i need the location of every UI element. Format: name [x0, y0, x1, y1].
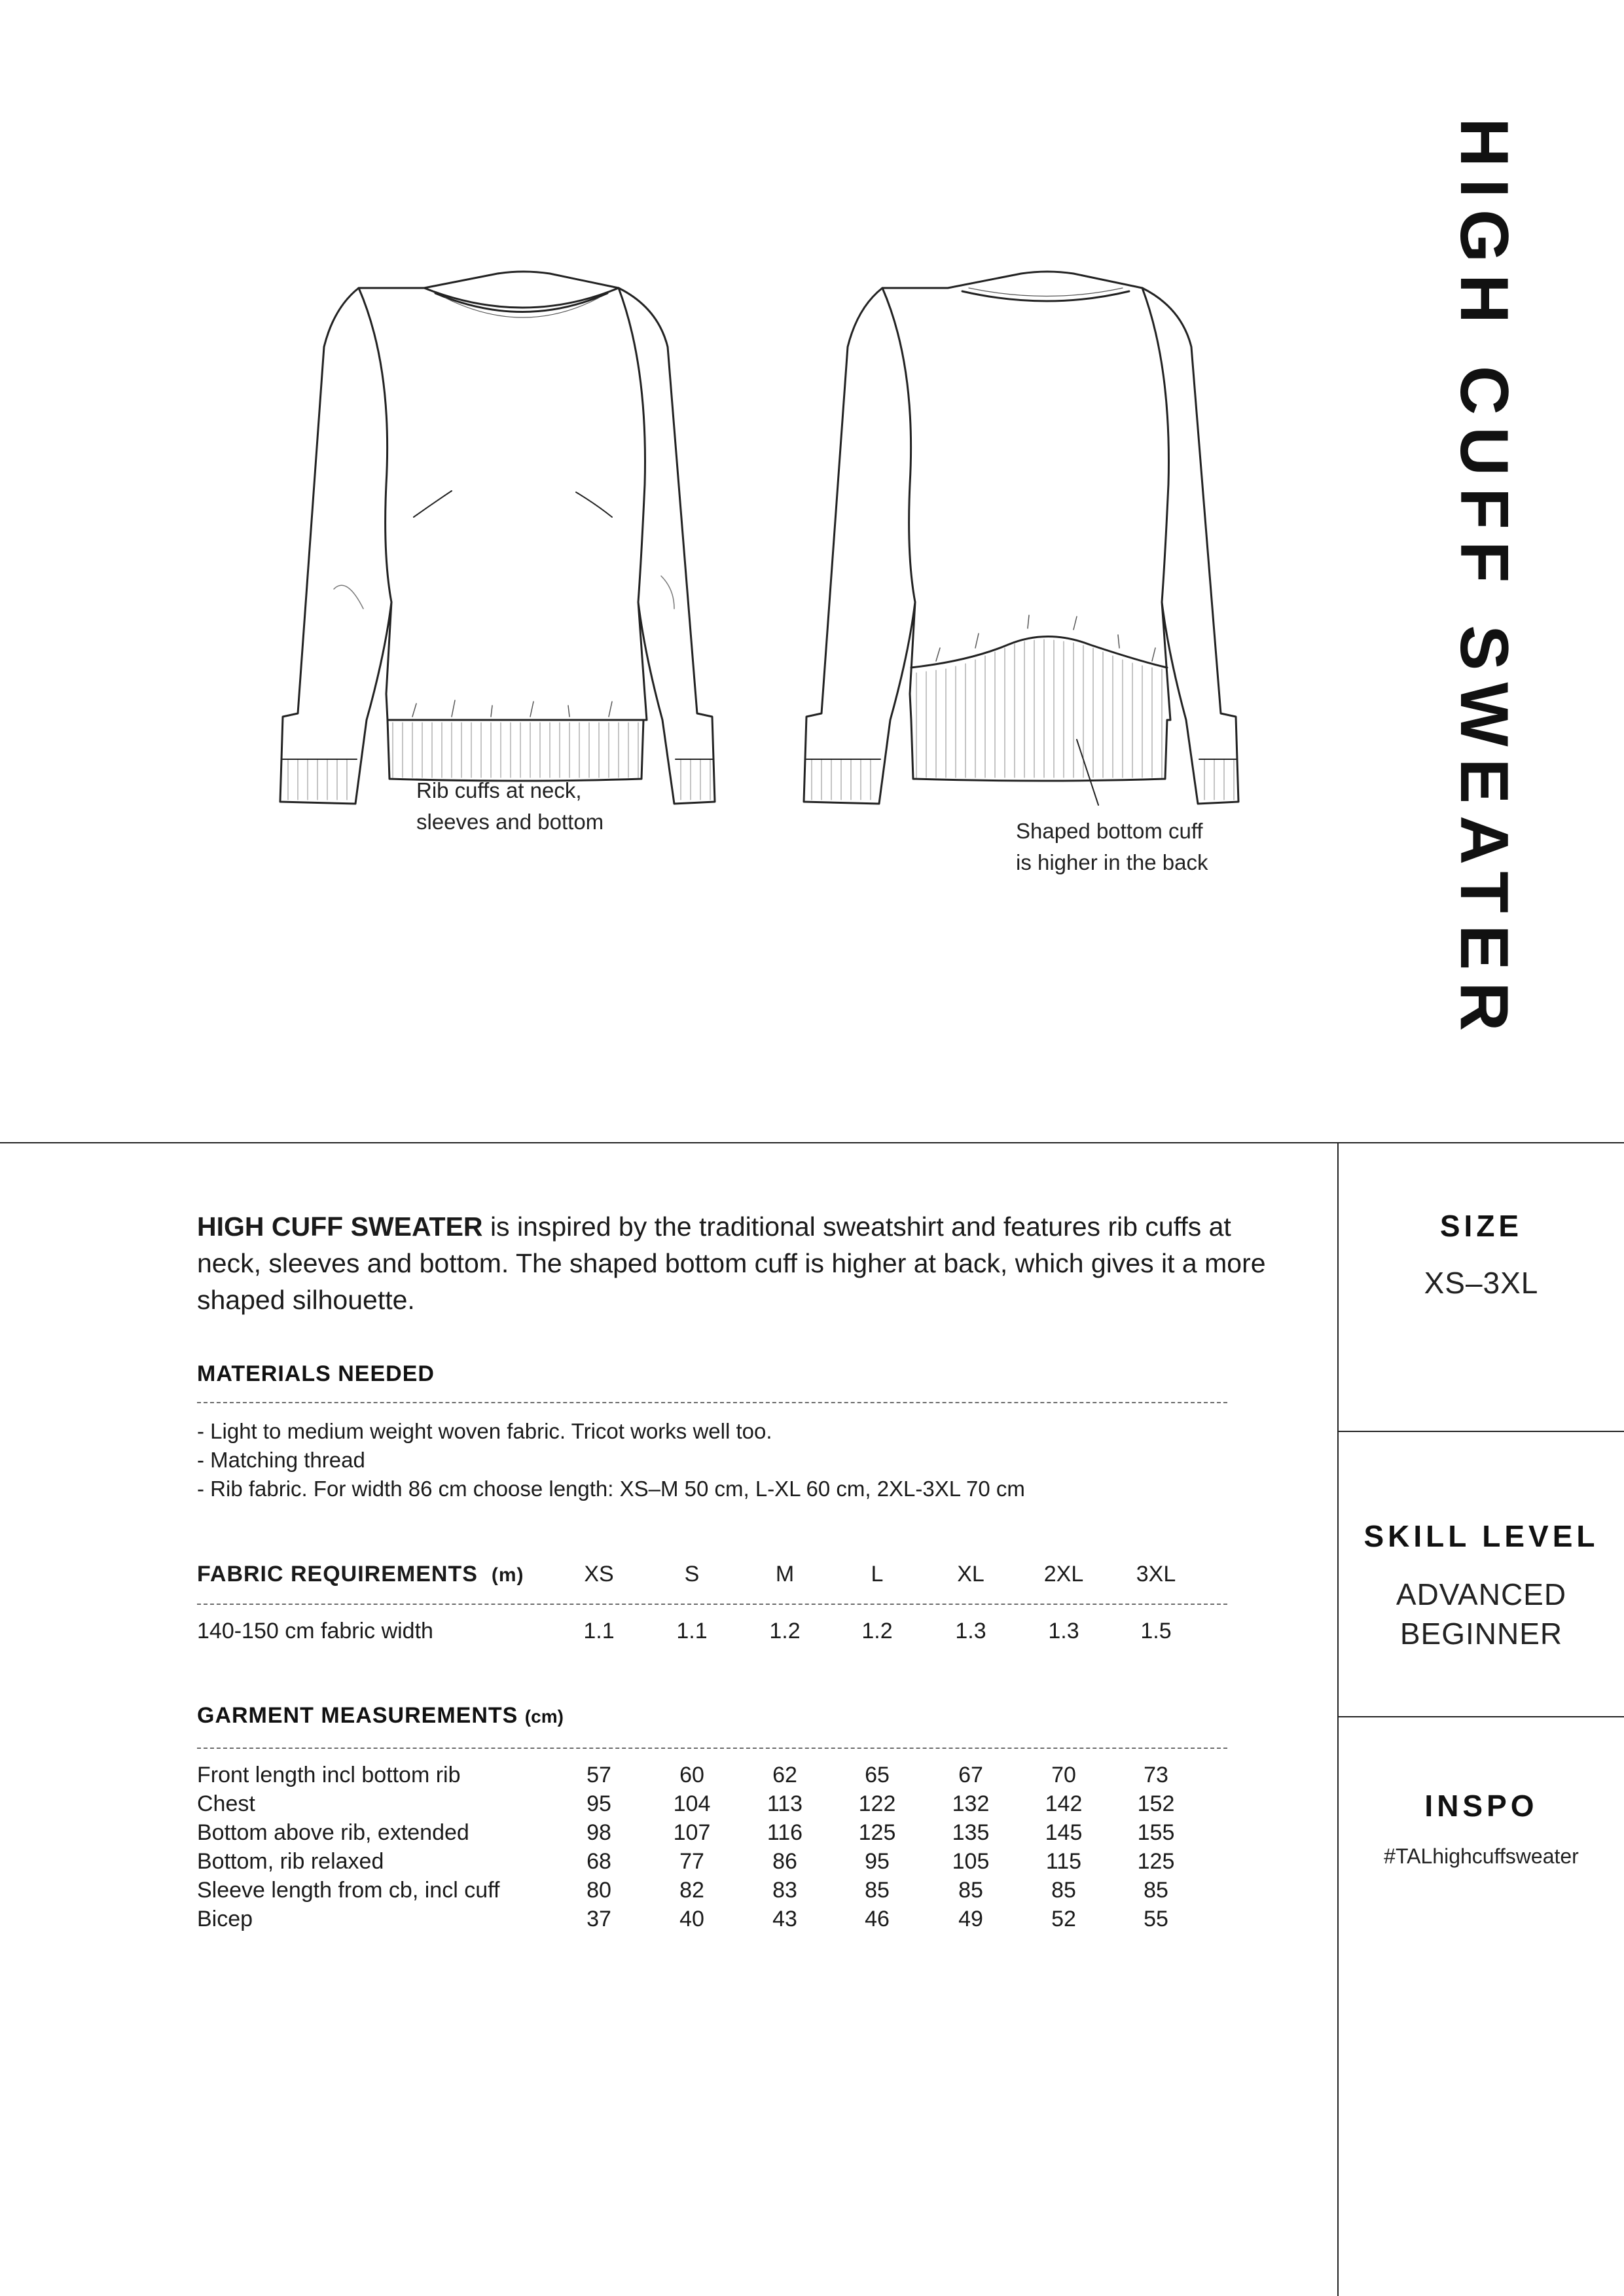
size-header: XL	[957, 1562, 984, 1587]
fabric-heading: FABRIC REQUIREMENTS (m)	[197, 1562, 524, 1587]
page-title: HIGH CUFF SWEATER	[1446, 118, 1522, 1043]
size-header: M	[775, 1562, 795, 1587]
materials-heading: MATERIALS NEEDED	[197, 1361, 435, 1386]
table-row: Sleeve length from cb, incl cuff 80 82 83 85 85 85 85	[197, 1878, 1168, 1903]
materials-list	[197, 1417, 1025, 1503]
fabric-header-row	[197, 1560, 1231, 1588]
sidebar-divider-1	[1337, 1431, 1624, 1432]
sidebar-divider-2	[1337, 1716, 1624, 1717]
list-item: - Matching thread	[197, 1448, 365, 1472]
back-annotation: Shaped bottom cuff is higher in the back	[1016, 819, 1208, 874]
size-header: 3XL	[1136, 1562, 1176, 1587]
inspo-hashtag: #TALhighcuffsweater	[1384, 1844, 1579, 1868]
back-shaped-hem	[911, 637, 1167, 668]
garment-heading: GARMENT MEASUREMENTS (cm)	[197, 1703, 564, 1728]
horizontal-divider	[0, 1142, 1624, 1143]
front-neck-rib	[424, 288, 619, 308]
dashed-divider	[197, 1402, 1227, 1403]
table-row: Bicep 37 40 43 46 49 52 55	[197, 1907, 1168, 1931]
skill-level-value: ADVANCED BEGINNER	[1396, 1577, 1567, 1651]
table-row: Bottom, rib relaxed 68 77 86 95 105 115 125	[197, 1849, 1175, 1874]
back-body-outline	[804, 272, 1238, 804]
table-row: Chest 95 104 113 122 132 142 152	[197, 1791, 1175, 1816]
sweater-front-view	[280, 272, 715, 804]
front-hem-rib-stripes	[393, 723, 638, 778]
size-header: 2XL	[1043, 1562, 1084, 1587]
list-item: - Light to medium weight woven fabric. Tricot works well too.	[197, 1419, 772, 1443]
size-header: S	[684, 1562, 700, 1587]
intro-paragraph	[197, 1208, 1271, 1318]
size-header: XS	[584, 1562, 614, 1587]
intro-product-name: HIGH CUFF SWEATER	[197, 1211, 483, 1242]
intro-text: is inspired by the traditional sweatshirt and features rib cuffs at neck, sleeves and bottom. The shaped bottom cuff is higher at back, which gives it a more shaped silhouette.	[197, 1211, 1266, 1315]
front-annotation: Rib cuffs at neck, sleeves and bottom	[416, 778, 604, 834]
table-row: 140-150 cm fabric width 1.1 1.1 1.2 1.2 1.3 1.3 1.5	[197, 1619, 1172, 1643]
size-header: L	[871, 1562, 884, 1587]
dashed-divider	[197, 1748, 1227, 1749]
table-row: Front length incl bottom rib 57 60 62 65 67 70 73	[197, 1763, 1168, 1787]
back-annotation-pointer	[1077, 740, 1098, 805]
skill-level-heading: SKILL LEVEL	[1363, 1519, 1599, 1553]
size-heading: SIZE	[1439, 1209, 1523, 1243]
vertical-divider	[1337, 1142, 1339, 2296]
dashed-divider	[197, 1604, 1227, 1605]
front-body-outline	[280, 272, 715, 804]
size-value: XS–3XL	[1424, 1266, 1539, 1300]
sweater-back-view	[804, 272, 1238, 805]
list-item: - Rib fabric. For width 86 cm choose length: XS–M 50 cm, L-XL 60 cm, 2XL-3XL 70 cm	[197, 1477, 1025, 1501]
inspo-heading: INSPO	[1424, 1789, 1538, 1823]
table-row: Bottom above rib, extended 98 107 116 125 135 145 155	[197, 1820, 1175, 1845]
